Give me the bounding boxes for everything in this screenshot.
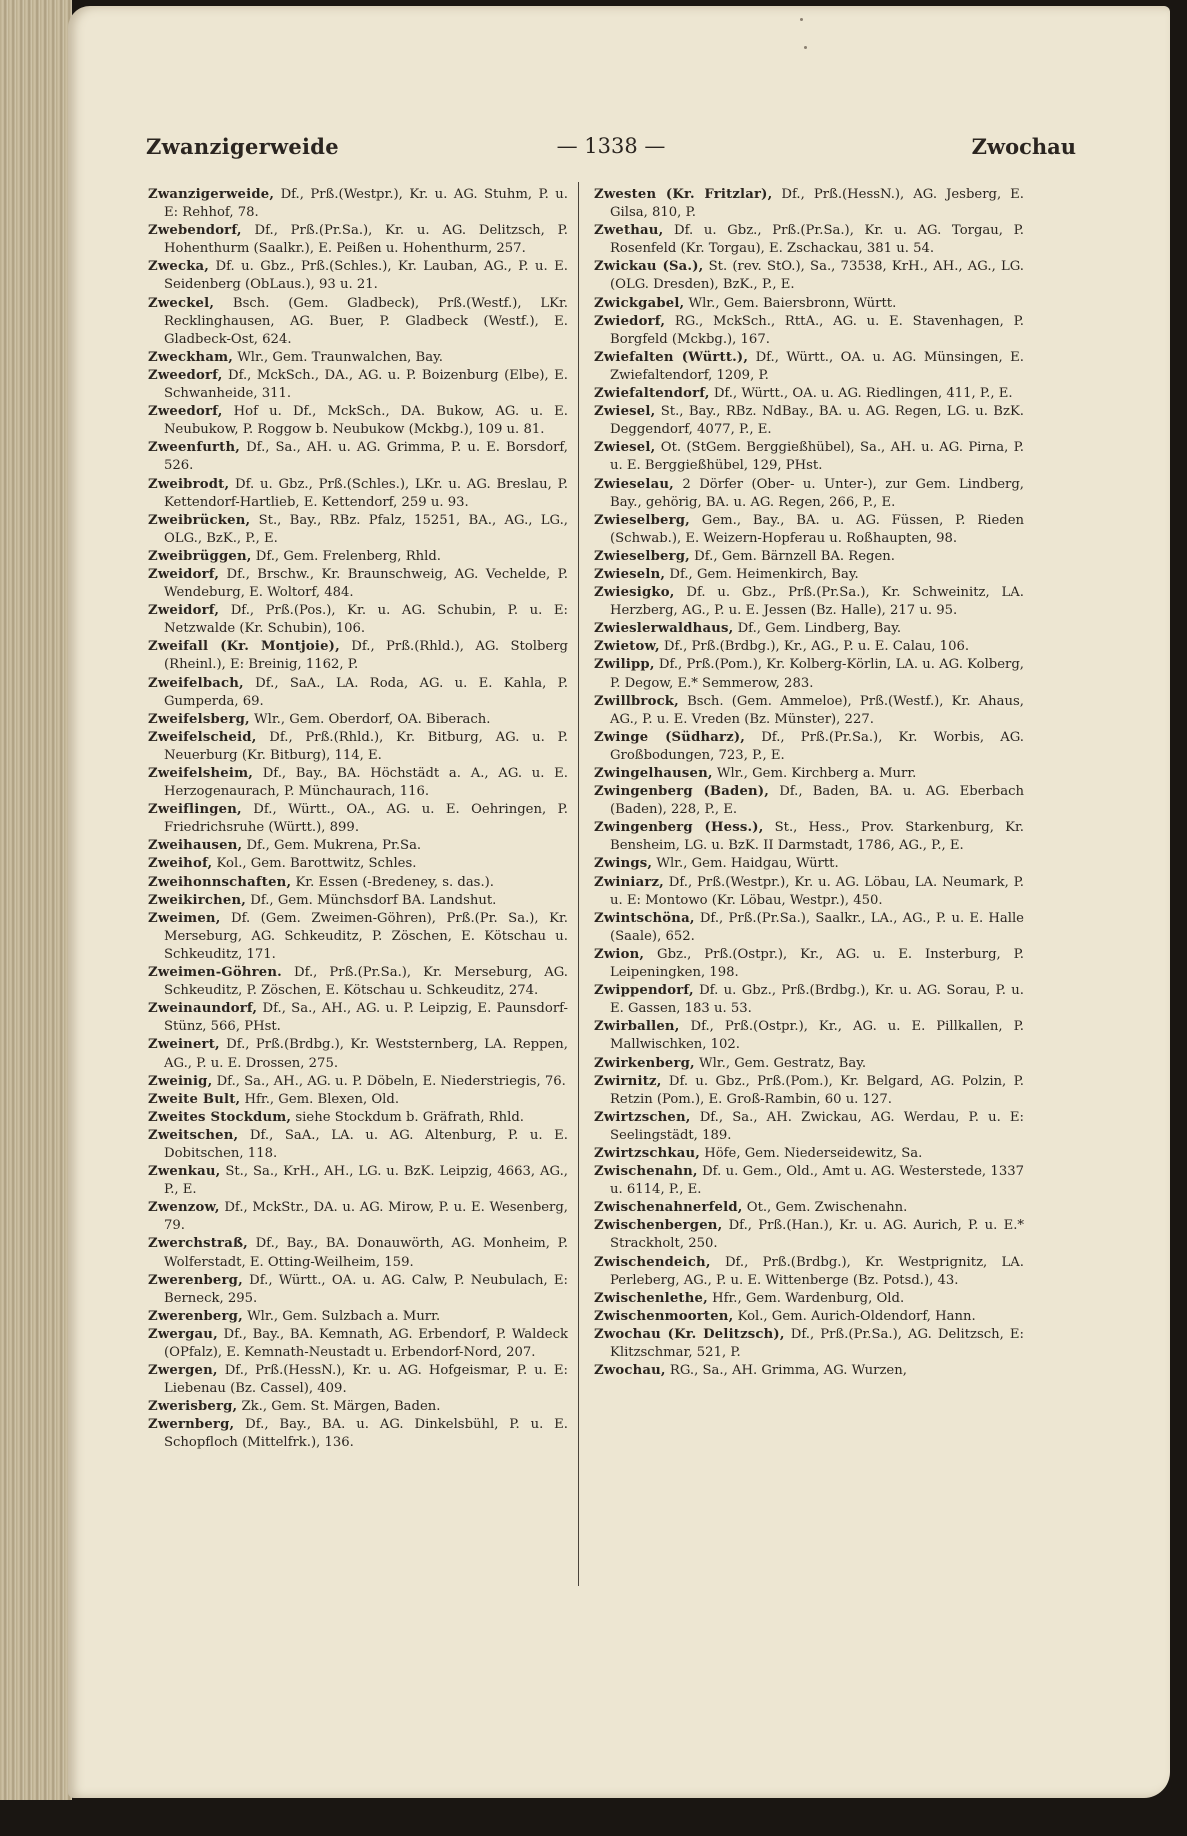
entry-details: Df., Gem. Mukrena, Pr.Sa. [242, 838, 422, 854]
gazetteer-entry [148, 1235, 568, 1271]
entry-headword: Zwenkau, [148, 1164, 221, 1180]
entry-headword: Zwieslerwaldhaus, [594, 621, 734, 637]
entry-details: Ot. (StGem. Berggießhübel), Sa., AH. u. AG. Pirna, P. u. E. Berggießhübel, 129, PHst. [610, 440, 1024, 474]
gazetteer-entry [148, 1127, 568, 1163]
entry-details: Kr. Essen (-Bredeney, s. das.). [291, 874, 494, 890]
gazetteer-entry [594, 982, 1024, 1018]
gazetteer-entry [148, 765, 568, 801]
entry-headword: Zweites Stockdum, [148, 1109, 292, 1125]
gazetteer-entry [148, 548, 568, 566]
entry-details: Hfr., Gem. Wardenburg, Old. [707, 1290, 905, 1306]
entry-details: Df., Sa., AH. u. AG. Grimma, P. u. E. Borsdorf, 526. [164, 440, 568, 474]
entry-headword: Zwesten (Kr. Fritzlar), [594, 187, 773, 202]
gazetteer-entry [594, 620, 1024, 638]
entry-details: Höfe, Gem. Niederseidewitz, Sa. [700, 1145, 923, 1161]
gazetteer-entry [148, 1000, 568, 1036]
gazetteer-entry [594, 295, 1024, 313]
gazetteer-entry [148, 1036, 568, 1072]
entry-details: Df., MckSch., DA., AG. u. P. Boizenburg (Elbe), E. Schwanheide, 311. [164, 367, 568, 402]
entry-details: Df., Prß.(HessN.), AG. Jesberg, E. Gilsa, 810, P. [610, 187, 1024, 221]
entry-headword: Zweibrücken, [148, 512, 251, 528]
entry-headword: Zwirtzschkau, [594, 1145, 701, 1161]
entry-headword: Zwerisberg, [148, 1399, 238, 1415]
gazetteer-entry [594, 313, 1024, 349]
entry-details: Df., Prß.(Westpr.), Kr. u. AG. Löbau, LA. Neumark, P. u. E: Montowo (Kr. Löbau, Westpr.), 450. [610, 874, 1024, 908]
gazetteer-entry [148, 1416, 568, 1452]
entry-details: Wlr., Gem. Gestratz, Bay. [694, 1055, 867, 1071]
entry-headword: Zwiesel, [594, 440, 656, 456]
entry-details: Df., Gem. Münchsdorf BA. Landshut. [246, 892, 497, 908]
entry-details: Df., Prß.(Brdbg.), Kr. Weststernberg, LA. Reppen, AG., P. u. E. Drossen, 275. [164, 1037, 568, 1071]
entry-headword: Zwiefaltendorf, [594, 386, 710, 402]
gazetteer-entry [594, 729, 1024, 765]
gazetteer-entry [148, 295, 568, 349]
entry-headword: Zwieselau, [594, 476, 674, 492]
gazetteer-entry [148, 258, 568, 294]
gazetteer-entry [594, 1362, 1024, 1380]
gazetteer-entry [594, 476, 1024, 512]
entry-details: St., Bay., RBz. NdBay., BA. u. AG. Regen, LG. u. BzK. Deggendorf, 4077, P., E. [610, 404, 1024, 438]
gazetteer-entry [148, 837, 568, 855]
entry-details: Df., Bay., BA. Donauwörth, AG. Monheim, P. Wolferstadt, E. Otting-Weilheim, 159. [164, 1236, 568, 1270]
column-divider [578, 182, 579, 1586]
entry-headword: Zwerenberg, [148, 1308, 243, 1324]
entry-details: Df., Sa., AH. Zwickau, AG. Werdau, P. u. E: Seelingstädt, 189. [610, 1109, 1024, 1143]
entry-details: Bsch. (Gem. Gladbeck), Prß.(Westf.), LKr. Recklinghausen, AG. Buer, P. Gladbeck (Westf.), E. Gladbeck-Ost, 624. [164, 295, 568, 347]
entry-details: Df., SaA., LA. Roda, AG. u. E. Kahla, P. Gumperda, 69. [164, 675, 568, 709]
entry-details: Df. u. Gbz., Prß.(Pom.), Kr. Belgard, AG. Polzin, P. Retzin (Pom.), E. Groß-Rambin, 60 u. 127. [610, 1073, 1024, 1107]
entry-headword: Zwirnitz, [594, 1073, 662, 1089]
entry-details: Df., Gem. Frelenberg, Rhld. [251, 548, 441, 564]
gazetteer-entry [594, 855, 1024, 873]
entry-details: 2 Dörfer (Ober- u. Unter-), zur Gem. Lindberg, Bay., gehörig, BA. u. AG. Regen, 266, P., E. [610, 476, 1024, 510]
gazetteer-entry [594, 1055, 1024, 1073]
entry-details: St., Sa., KrH., AH., LG. u. BzK. Leipzig, 4663, AG., P., E. [164, 1164, 568, 1198]
entry-headword: Zweidorf, [148, 603, 220, 619]
gazetteer-entry [148, 1073, 568, 1091]
entry-headword: Zweinig, [148, 1073, 213, 1089]
entry-details: Df., Württ., OA. u. AG. Münsingen, E. Zwiefaltendorf, 1209, P. [610, 349, 1024, 383]
entry-headword: Zwingenberg (Hess.), [594, 820, 764, 836]
entry-headword: Zwickgabel, [594, 295, 685, 311]
gazetteer-entry [148, 476, 568, 512]
gazetteer-entry [594, 1217, 1024, 1253]
gazetteer-entry [148, 403, 568, 439]
entry-headword: Zweinert, [148, 1037, 220, 1053]
entry-headword: Zwischenlethe, [594, 1290, 708, 1306]
entry-headword: Zweckel, [148, 295, 215, 311]
gazetteer-entry [148, 1308, 568, 1326]
entry-headword: Zweikirchen, [148, 892, 247, 908]
entry-details: Wlr., Gem. Baiersbronn, Württ. [684, 295, 897, 311]
entry-headword: Zweite Bult, [148, 1091, 241, 1107]
gazetteer-entry [148, 964, 568, 1000]
entry-details: Df., Prß.(Pos.), Kr. u. AG. Schubin, P. u. E: Netzwalde (Kr. Schubin), 106. [164, 603, 568, 637]
entry-headword: Zwieseln, [594, 566, 666, 582]
entry-headword: Zweihof, [148, 856, 213, 872]
entry-headword: Zwiniarz, [594, 874, 664, 890]
gazetteer-entry [594, 819, 1024, 855]
entry-details: Df., Prß.(Pr.Sa.), Kr. u. AG. Delitzsch, P. Hohenthurm (Saalkr.), E. Peißen u. Hohenthurm, 257. [164, 223, 568, 257]
entry-details: Wlr., Gem. Oberdorf, OA. Biberach. [249, 711, 491, 727]
entry-details: Df., Württ., OA. u. AG. Calw, P. Neubulach, E: Berneck, 295. [164, 1272, 568, 1306]
entry-headword: Zwirballen, [594, 1019, 680, 1035]
entry-headword: Zwethau, [594, 223, 664, 239]
entry-details: Df. u. Gbz., Prß.(Schles.), LKr. u. AG. Breslau, P. Kettendorf-Hartlieb, E. Kettendorf, 259 u. 93. [164, 476, 568, 510]
gazetteer-entry [594, 1163, 1024, 1199]
gazetteer-entry [594, 1290, 1024, 1308]
entry-headword: Zwergen, [148, 1363, 218, 1379]
entry-details: Df., Gem. Lindberg, Bay. [733, 621, 902, 637]
gazetteer-entry [594, 584, 1024, 620]
entry-details: Df., Bay., BA. Höchstädt a. A., AG. u. E. Herzogenaurach, P. Münchaurach, 116. [164, 766, 568, 800]
entry-details: Hfr., Gem. Blexen, Old. [240, 1091, 400, 1107]
entry-details: Wlr., Gem. Sulzbach a. Murr. [242, 1308, 441, 1324]
entry-headword: Zwietow, [594, 639, 660, 655]
entry-details: RG., MckSch., RttA., AG. u. E. Stavenhagen, P. Borgfeld (Mckbg.), 167. [610, 313, 1024, 347]
entry-headword: Zwischendeich, [594, 1254, 711, 1270]
entry-details: Df., Prß.(Pr.Sa.), Kr. Merseburg, AG. Schkeuditz, P. Zöschen, E. Kötschau u. Schkeuditz, 274. [164, 965, 568, 999]
gazetteer-entry [148, 1199, 568, 1235]
gazetteer-entry [594, 783, 1024, 819]
entry-headword: Zwion, [594, 946, 645, 962]
entry-details: Df., Baden, BA. u. AG. Eberbach (Baden), 228, P., E. [610, 784, 1024, 818]
entry-headword: Zweifelsberg, [148, 711, 250, 727]
entry-details: Df., Prß.(HessN.), Kr. u. AG. Hofgeismar, P. u. E: Liebenau (Bz. Cassel), 409. [164, 1363, 568, 1397]
entry-headword: Zweimen, [148, 910, 221, 926]
gazetteer-entry [594, 638, 1024, 656]
entry-headword: Zwischenahnerfeld, [594, 1200, 743, 1216]
gazetteer-entry [148, 855, 568, 873]
entry-headword: Zweifall (Kr. Montjoie), [148, 639, 340, 655]
entry-details: Df., Prß.(Rhld.), Kr. Bitburg, AG. u. P. Neuerburg (Kr. Bitburg), 114, E. [164, 729, 568, 763]
entry-details: Df., Brschw., Kr. Braunschweig, AG. Vechelde, P. Wendeburg, E. Woltorf, 484. [164, 566, 568, 601]
entry-headword: Zweifelscheid, [148, 729, 257, 745]
entry-headword: Zwieselberg, [594, 548, 690, 564]
entry-headword: Zweifelbach, [148, 675, 244, 691]
entry-headword: Zwieselberg, [594, 512, 690, 528]
entry-details: Df., Prß.(Pr.Sa.), AG. Delitzsch, E: Klitzschmar, 521, P. [610, 1326, 1024, 1360]
gazetteer-entry [148, 439, 568, 475]
gazetteer-entry [148, 729, 568, 765]
entry-details: St., Bay., RBz. Pfalz, 15251, BA., AG., LG., OLG., BzK., P., E. [164, 512, 568, 546]
entry-details: Df., Bay., BA. Kemnath, AG. Erbendorf, P. Waldeck (OPfalz), E. Kemnath-Neustadt u. Erbendorf-Nord, 207. [164, 1326, 568, 1360]
entry-headword: Zweibrodt, [148, 476, 230, 492]
entry-details: Df., Gem. Heimenkirch, Bay. [665, 566, 859, 582]
entry-details: Gem., Bay., BA. u. AG. Füssen, P. Rieden (Schwab.), E. Weizern-Hopferau u. Roßhaupten, 98. [610, 512, 1024, 546]
entry-details: Kol., Gem. Barottwitz, Schles. [212, 856, 417, 872]
entry-details: Df., Prß.(Pr.Sa.), Kr. Worbis, AG. Großbodungen, 723, P., E. [610, 729, 1024, 763]
entry-details: Df., Prß.(Ostpr.), Kr., AG. u. E. Pillkallen, P. Mallwischken, 102. [610, 1019, 1024, 1053]
entry-details: RG., Sa., AH. Grimma, AG. Wurzen, [665, 1363, 907, 1379]
gazetteer-entry [594, 656, 1024, 692]
gazetteer-entry [594, 1199, 1024, 1217]
entry-headword: Zwirtzschen, [594, 1109, 691, 1125]
entry-headword: Zwischenmoorten, [594, 1308, 734, 1324]
entry-details: Df., Sa., AH., AG. u. P. Leipzig, E. Paunsdorf-Stünz, 566, PHst. [164, 1001, 568, 1035]
entry-headword: Zwanzigerweide, [148, 187, 275, 202]
entry-details: Df., Sa., AH., AG. u. P. Döbeln, E. Niederstriegis, 76. [212, 1073, 566, 1089]
gazetteer-entry [148, 638, 568, 674]
gazetteer-entry [148, 349, 568, 367]
entry-headword: Zwebendorf, [148, 223, 242, 239]
entry-headword: Zwingelhausen, [594, 766, 713, 781]
entry-details: Df. u. Gbz., Prß.(Schles.), Kr. Lauban, AG., P. u. E. Seidenberg (ObLaus.), 93 u. 21. [164, 259, 568, 293]
gazetteer-entry [148, 1398, 568, 1416]
entry-details: Df., MckStr., DA. u. AG. Mirow, P. u. E. Wesenberg, 79. [164, 1200, 568, 1234]
gazetteer-entry [148, 892, 568, 910]
running-head-last-entry: Zwochau [971, 134, 1076, 159]
gazetteer-entry [594, 1145, 1024, 1163]
gazetteer-entry [148, 1091, 568, 1109]
running-head-first-entry: Zwanzigerweide [146, 134, 339, 159]
entry-headword: Zweifelsheim, [148, 766, 254, 781]
entry-headword: Zwernberg, [148, 1417, 235, 1433]
gazetteer-entry [148, 602, 568, 638]
entry-details: St. (rev. StO.), Sa., 73538, KrH., AH., AG., LG. (OLG. Dresden), BzK., P., E. [610, 259, 1024, 293]
entry-headword: Zwischenahn, [594, 1164, 698, 1180]
gazetteer-entry [148, 801, 568, 837]
page-number: — 1338 — [556, 134, 666, 158]
entry-headword: Zwilipp, [594, 657, 655, 673]
entry-details: Df., Prß.(Westpr.), Kr. u. AG. Stuhm, P. u. E: Rehhof, 78. [164, 187, 568, 221]
entry-details: Bsch. (Gem. Ammeloe), Prß.(Westf.), Kr. Ahaus, AG., P. u. E. Vreden (Bz. Münster), 227. [610, 693, 1024, 727]
gazetteer-entry [148, 1272, 568, 1308]
entry-details: Df., Prß.(Brdbg.), Kr. Westprignitz, LA. Perleberg, AG., P. u. E. Wittenberge (Bz. Potsd.), 43. [610, 1254, 1024, 1288]
gazetteer-entry [594, 222, 1024, 258]
entry-headword: Zwings, [594, 856, 653, 872]
entry-details: St., Hess., Prov. Starkenburg, Kr. Bensheim, LG. u. BzK. II Darmstadt, 1786, AG., P., E. [610, 820, 1024, 854]
entry-details: Wlr., Gem. Haidgau, Württ. [652, 856, 839, 872]
entry-details: Wlr., Gem. Traunwalchen, Bay. [233, 349, 443, 365]
entry-details: Df., Prß.(Brdbg.), Kr., AG., P. u. E. Calau, 106. [659, 639, 970, 655]
entry-headword: Zweedorf, [148, 367, 223, 383]
entry-headword: Zweinaundorf, [148, 1001, 258, 1017]
gazetteer-entry [148, 186, 568, 222]
entry-headword: Zwintschöna, [594, 910, 695, 926]
entry-details: Df., Gem. Bärnzell BA. Regen. [689, 548, 895, 564]
entry-details: Gbz., Prß.(Ostpr.), Kr., AG. u. E. Insterburg, P. Leipeningken, 198. [610, 946, 1024, 981]
gazetteer-entry [594, 693, 1024, 729]
entry-headword: Zweimen-Göhren. [148, 965, 282, 981]
entry-details: Df. u. Gem., Old., Amt u. AG. Westerstede, 1337 u. 6114, P., E. [610, 1164, 1024, 1198]
gazetteer-entry [148, 1326, 568, 1362]
entry-headword: Zweidorf, [148, 566, 220, 582]
entry-details: Df. u. Gbz., Prß.(Pr.Sa.), Kr. u. AG. Torgau, P. Rosenfeld (Kr. Torgau), E. Zschackau, 381 u. 54. [610, 223, 1024, 257]
gazetteer-entry [594, 874, 1024, 910]
entry-details: Kol., Gem. Aurich-Oldendorf, Hann. [733, 1308, 976, 1324]
entry-details: Df., Prß.(Han.), Kr. u. AG. Aurich, P. u. E.* Strackholt, 250. [610, 1218, 1024, 1252]
gazetteer-entry [148, 1109, 568, 1127]
entry-details: Df., Württ., OA. u. AG. Riedlingen, 411, P., E. [709, 386, 1013, 402]
entry-headword: Zwickau (Sa.), [594, 259, 704, 275]
gazetteer-entry [594, 765, 1024, 783]
gazetteer-entry [594, 258, 1024, 294]
gazetteer-entry [594, 1308, 1024, 1326]
gazetteer-entry [594, 1018, 1024, 1054]
gazetteer-entry [148, 675, 568, 711]
gazetteer-entry [148, 367, 568, 403]
entry-headword: Zwergau, [148, 1326, 218, 1342]
gazetteer-entry [594, 1254, 1024, 1290]
entry-details: siehe Stockdum b. Gräfrath, Rhld. [291, 1109, 524, 1125]
gazetteer-entry [148, 1362, 568, 1398]
entry-details: Zk., Gem. St. Märgen, Baden. [237, 1399, 441, 1415]
gazetteer-entry [594, 385, 1024, 403]
gazetteer-entry [148, 512, 568, 548]
book-gutter [0, 0, 72, 1800]
entry-headword: Zwenzow, [148, 1200, 220, 1216]
gazetteer-entry [594, 1109, 1024, 1145]
entry-headword: Zwiesigko, [594, 585, 675, 601]
entry-headword: Zwiedorf, [594, 313, 666, 329]
entry-headword: Zwischenbergen, [594, 1218, 723, 1234]
gazetteer-entry [148, 711, 568, 729]
speck [800, 18, 803, 21]
entry-details: Df., Prß.(Pom.), Kr. Kolberg-Körlin, LA. u. AG. Kolberg, P. Degow, E.* Semmerow, 283. [610, 657, 1024, 691]
entry-headword: Zwerchstraß, [148, 1236, 248, 1252]
entry-headword: Zwingenberg (Baden), [594, 784, 770, 800]
gazetteer-entry [148, 910, 568, 964]
entry-details: Df. (Gem. Zweimen-Göhren), Prß.(Pr. Sa.), Kr. Merseburg, AG. Schkeuditz, P. Zöschen, E. Kötschau u. Schkeuditz, 171. [164, 910, 568, 962]
entry-details: Ot., Gem. Zwischenahn. [742, 1200, 908, 1216]
running-head [146, 134, 1076, 164]
entry-headword: Zwerenberg, [148, 1272, 243, 1288]
entry-headword: Zwiefalten (Württ.), [594, 349, 749, 365]
entry-details: Df., Prß.(Rhld.), AG. Stolberg (Rheinl.), E: Breinig, 1162, P. [164, 639, 568, 673]
entry-headword: Zweedorf, [148, 404, 223, 420]
entry-details: Df., SaA., LA. u. AG. Altenburg, P. u. E. Dobitschen, 118. [164, 1127, 568, 1161]
gazetteer-entry [148, 874, 568, 892]
entry-details: Df. u. Gbz., Prß.(Pr.Sa.), Kr. Schweinitz, LA. Herzberg, AG., P. u. E. Jessen (Bz. Halle), 217 u. 95. [610, 585, 1024, 619]
entry-headword: Zweckham, [148, 349, 234, 365]
entry-headword: Zwillbrock, [594, 693, 679, 709]
entry-headword: Zwippendorf, [594, 983, 694, 999]
entry-headword: Zwinge (Südharz), [594, 729, 746, 745]
gazetteer-entry [594, 186, 1024, 222]
gazetteer-entry [594, 403, 1024, 439]
gazetteer-entry [594, 548, 1024, 566]
entry-headword: Zwiesel, [594, 404, 656, 420]
entry-headword: Zwirkenberg, [594, 1055, 695, 1071]
entry-headword: Zweiflingen, [148, 802, 242, 818]
entry-headword: Zweihonnschaften, [148, 874, 292, 890]
entry-details: Df., Bay., BA. u. AG. Dinkelsbühl, P. u. E. Schopfloch (Mittelfrk.), 136. [164, 1417, 568, 1451]
entry-details: Hof u. Df., MckSch., DA. Bukow, AG. u. E. Neubukow, P. Roggow b. Neubukow (Mckbg.), 109 u. 81. [164, 404, 568, 438]
entry-details: Df., Württ., OA., AG. u. E. Oehringen, P. Friedrichsruhe (Württ.), 899. [164, 802, 568, 836]
left-column [148, 186, 568, 1453]
entry-headword: Zweenfurth, [148, 440, 241, 456]
gazetteer-entry [594, 1326, 1024, 1362]
gazetteer-entry [594, 1073, 1024, 1109]
speck [804, 46, 807, 49]
entry-details: Df. u. Gbz., Prß.(Brdbg.), Kr. u. AG. Sorau, P. u. E. Gassen, 183 u. 53. [610, 983, 1024, 1017]
gazetteer-entry [148, 566, 568, 602]
gazetteer-entry [594, 439, 1024, 475]
entry-headword: Zwochau, [594, 1363, 666, 1379]
entry-details: Df., Prß.(Pr.Sa.), Saalkr., LA., AG., P. u. E. Halle (Saale), 652. [610, 910, 1024, 944]
entry-headword: Zwecka, [148, 259, 210, 275]
entry-headword: Zweihausen, [148, 838, 243, 854]
entry-headword: Zweibrüggen, [148, 548, 252, 564]
gazetteer-entry [594, 349, 1024, 385]
entry-details: Wlr., Gem. Kirchberg a. Murr. [712, 766, 917, 781]
gazetteer-entry [148, 1163, 568, 1199]
gazetteer-entry [148, 222, 568, 258]
gazetteer-entry [594, 512, 1024, 548]
entry-headword: Zweitschen, [148, 1127, 239, 1143]
gazetteer-entry [594, 910, 1024, 946]
right-column [594, 186, 1024, 1380]
gazetteer-entry [594, 946, 1024, 982]
entry-headword: Zwochau (Kr. Delitzsch), [594, 1326, 785, 1342]
gazetteer-entry [594, 566, 1024, 584]
